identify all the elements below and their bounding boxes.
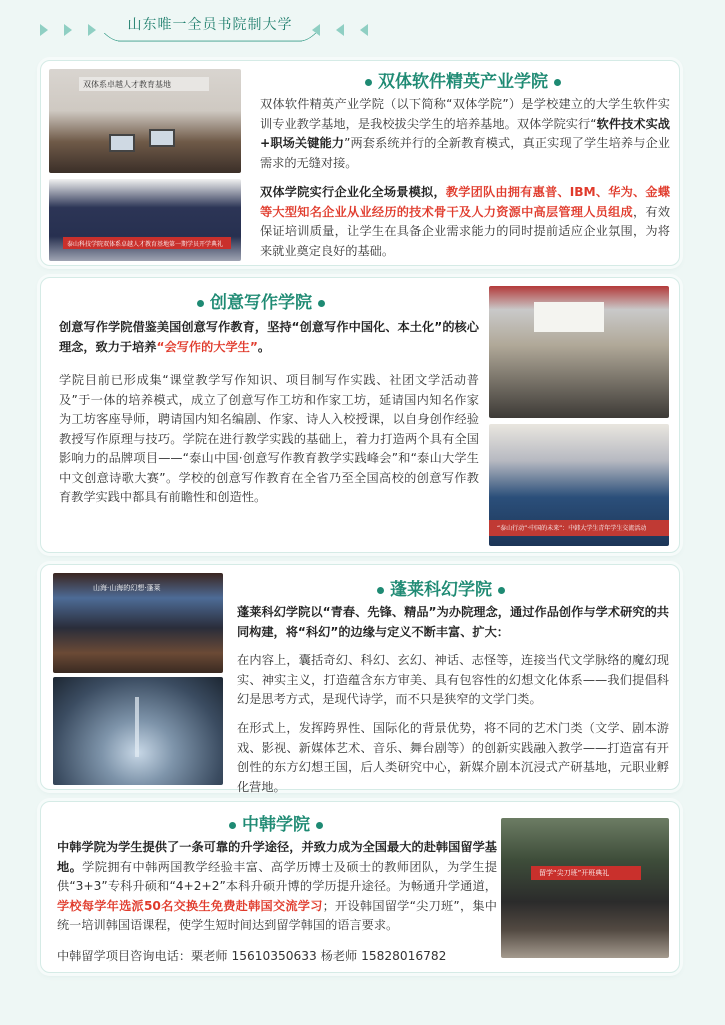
arrow-left-icon	[336, 24, 344, 36]
section-writing-college	[40, 277, 680, 553]
section-korea-college	[40, 801, 680, 973]
section-title: 蓬莱科幻学院	[371, 575, 511, 600]
auditorium-photo-icon: “泰山行动”·中国的未来”：中韩大学生青年学生交流活动	[489, 424, 669, 546]
intro-paragraph: 中韩学院为学生提供了一条可靠的升学途径，并致力成为全国最大的赴韩国留学基地。学院拥有中韩两国教学经验丰富、高学历博士及硕士的教师团队，为学生提供“3+3”专科升硕和“4+2+2”本科升硕升博的学历提升途径。为畅通升学通道，学校每学年选派50名交换生免费赴韩国交流学习；开设韩国留学“尖刀班”，集中统一培训韩国语课程，使学生短时间达到留学韩国的语言要求。	[57, 840, 498, 932]
page-title: 山东唯一全员书院制大学	[120, 14, 300, 42]
detail-paragraph: 学院目前已形成集“课堂教学写作知识、项目制写作实践、社团文学活动普及”于一体的培养模式，成立了创意写作工坊和作家工坊，延请国内知名作家为工坊客座导师，聘请国内知名编剧、作家、诗人入校授课，以自身创作经验教授写作原理与技巧。学院在进行教学实践的基础上，着力打造两个具有全国影响力的品牌项目——“泰山中国·创意写作教育教学实践峰会”和“泰山大学生中文创意诗歌大赛”。学校的创意写作教育在全省乃至全国高校的创意写作教育教学实践中都具有前瞻性和创造性。	[59, 373, 479, 504]
arrow-left-icon	[312, 24, 320, 36]
intro-paragraph: 双体软件精英产业学院（以下简称“双体学院”）是学校建立的大学生软件实训专业教学基地，是我校拔尖学生的培养基地。双体学院实行“软件技术实战+职场关键能力”两套系统并行的全新教育模式，真正实现了学生培养与企业需求的无缝对接。	[260, 97, 670, 170]
korea-class-photo-icon: 留学“尖刀班”开班典礼	[501, 818, 669, 958]
page-header	[0, 8, 725, 48]
section-title: 中韩学院	[223, 810, 329, 835]
form-paragraph: 在形式上，发挥跨界性、国际化的背景优势，将不同的艺术门类（文学、剧本游戏、影视、新媒体艺术、音乐、舞台剧等）的创新实践融入教学——打造富有开创性的东方幻想王国，后人类研究中心，新媒介剧本沉浸式产研基地，元职业孵化营地。	[237, 721, 669, 794]
intro-paragraph: 创意写作学院借鉴美国创意写作教育，坚持“创意写作中国化、本土化”的核心理念，致力于培养“会写作的大学生”。	[59, 320, 479, 354]
section-title: 创意写作学院	[191, 288, 331, 313]
stage-photo-icon: 山海·山海的幻想·蓬莱	[53, 573, 223, 673]
arrow-right-icon	[88, 24, 96, 36]
arrow-left-icon	[360, 24, 368, 36]
group-photo-icon: 泰山科技学院双体系卓越人才教育基地第一期学员开学典礼	[49, 179, 241, 261]
scifi-art-icon	[53, 677, 223, 785]
contact-info: 中韩留学项目咨询电话：栗老师 15610350633 杨老师 15828016782	[57, 949, 447, 963]
section-title: 双体软件精英产业学院	[359, 67, 567, 92]
detail-paragraph: 双体学院实行企业化全场景模拟，教学团队由拥有惠普、IBM、华为、金蝶等大型知名企业从业经历的技术骨干及人力资源中高层管理人员组成，有效保证培训质量，让学生在具备企业需求能力的同时提前适应企业氛围，为将来就业奠定良好的基础。	[260, 185, 671, 258]
arrow-right-icon	[40, 24, 48, 36]
office-photo-icon: 双体系卓越人才教育基地	[49, 69, 241, 173]
section-software-college	[40, 60, 680, 266]
section-scifi-college	[40, 564, 680, 794]
arrow-right-icon	[64, 24, 72, 36]
content-paragraph: 在内容上，囊括奇幻、科幻、玄幻、神话、志怪等，连接当代文学脉络的魔幻现实、神实主义，打造蕴含东方审美、具有包容性的幻想文化体系——我们提倡科幻是思考方式，是现代诗学，而不只是狭窄的文学门类。	[237, 653, 669, 706]
classroom-photo-icon	[489, 286, 669, 418]
intro-paragraph: 蓬莱科幻学院以“青春、先锋、精品”为办院理念，通过作品创作与学术研究的共同构建，将“科幻”的边缘与定义不断丰富、扩大：	[237, 605, 669, 639]
